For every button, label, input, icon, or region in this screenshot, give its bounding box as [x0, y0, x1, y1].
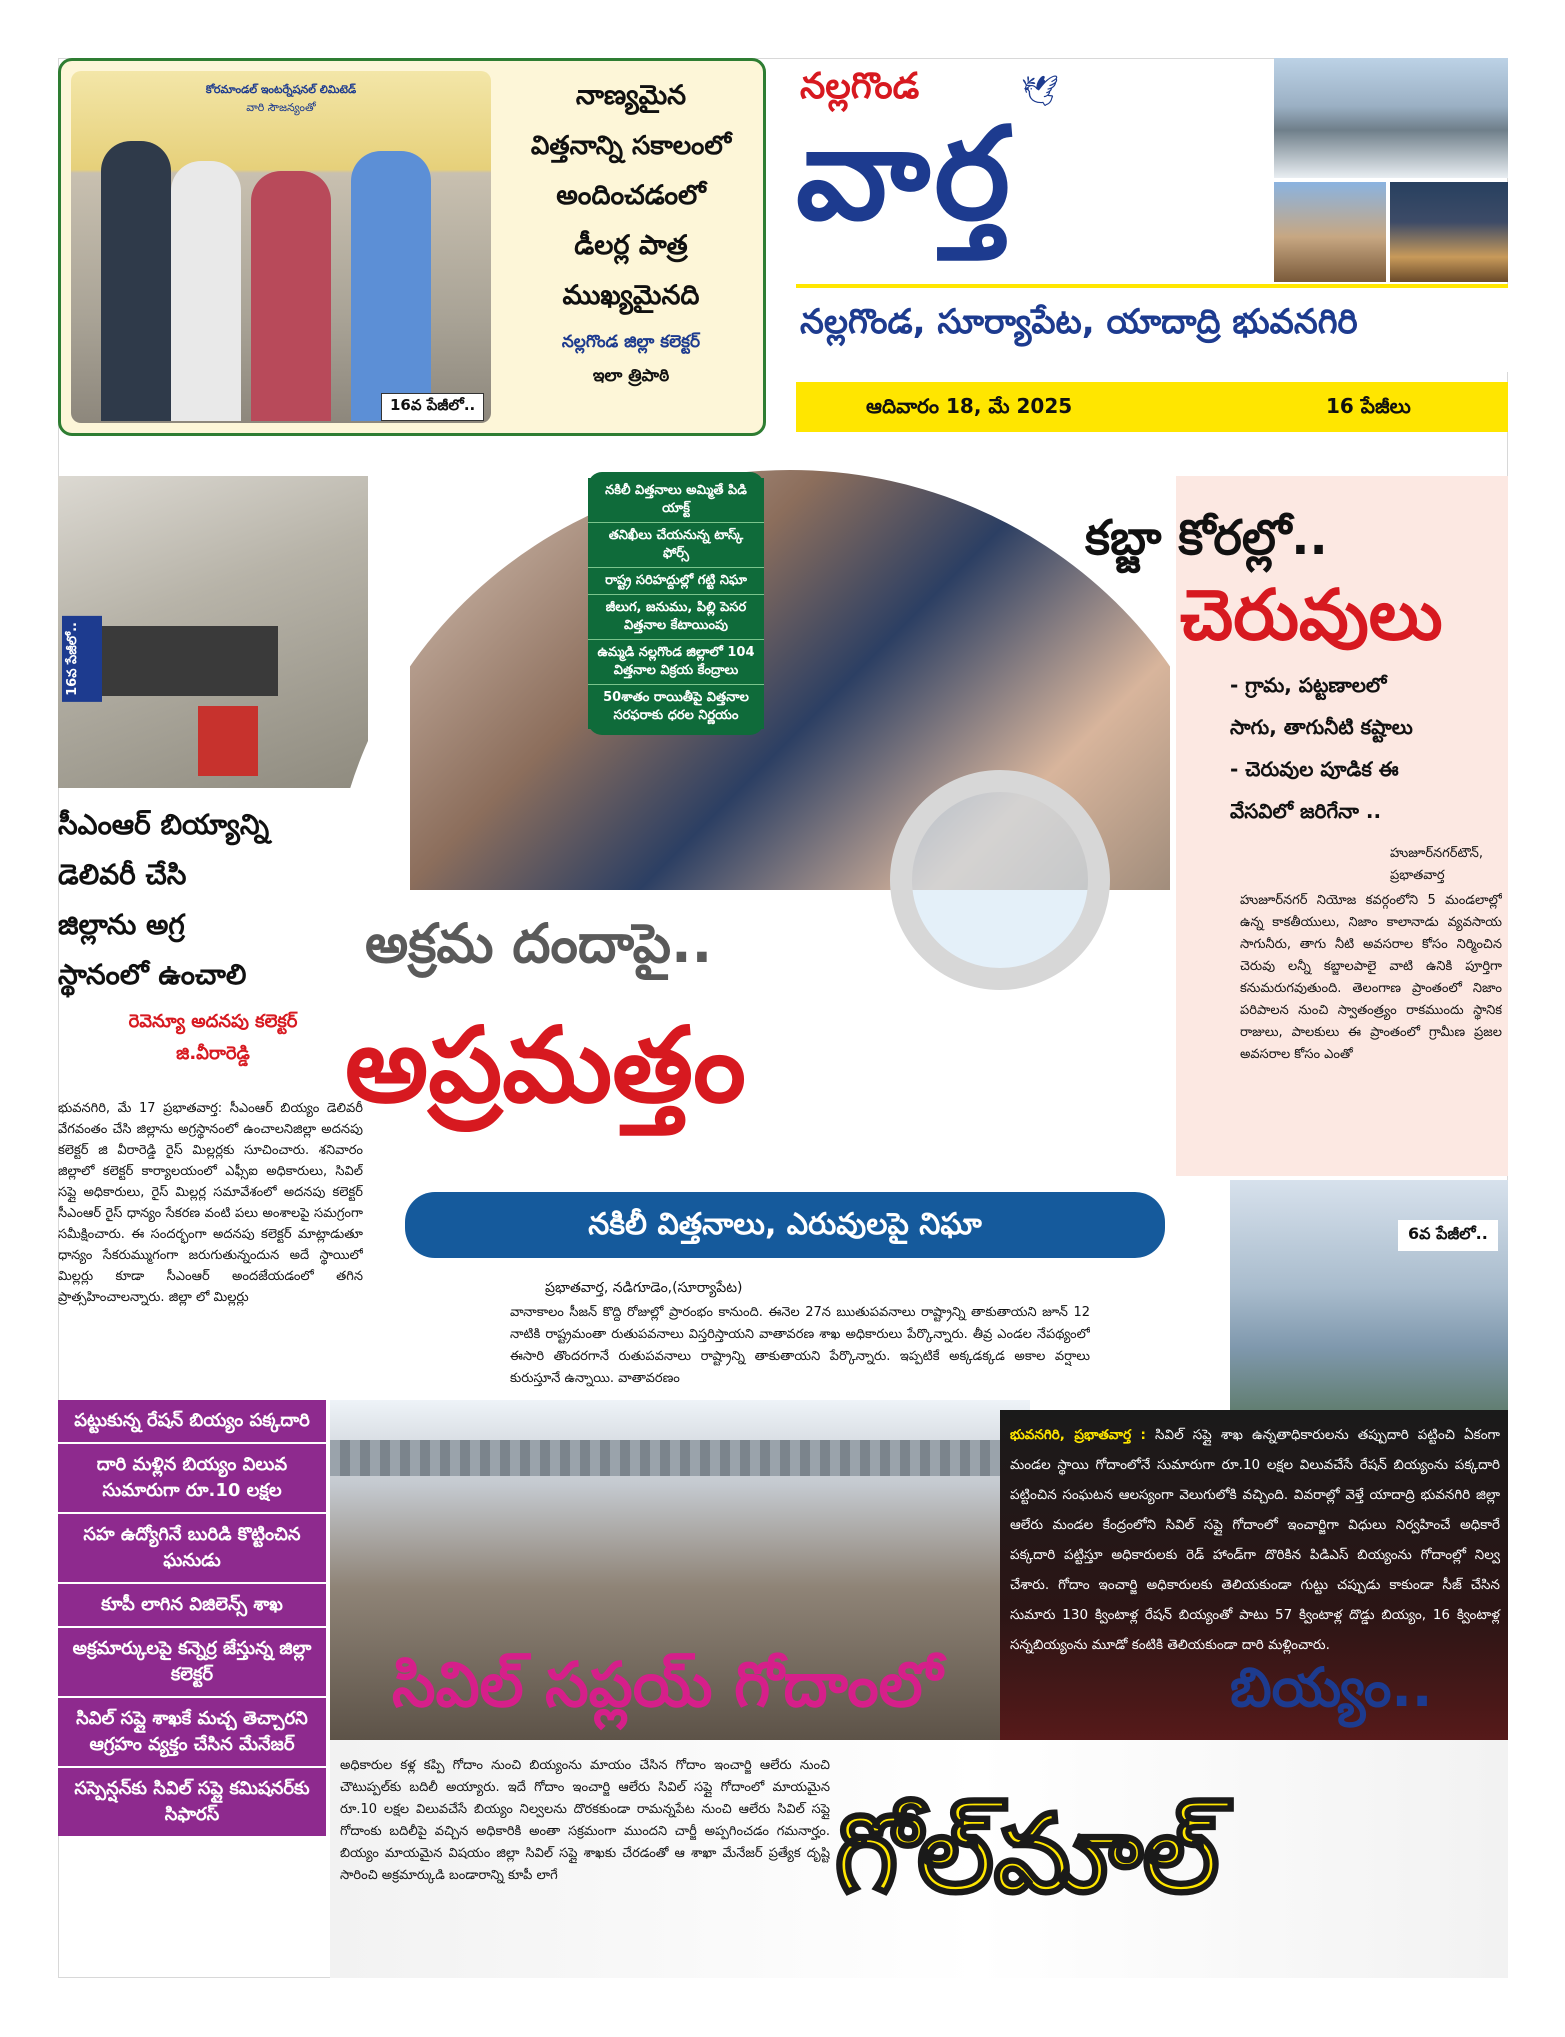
left-headline-line: స్థానంలో ఉంచాలి [58, 958, 247, 991]
ad-headline-line: అందించడంలో [556, 180, 706, 211]
person-2 [171, 161, 241, 421]
center-bullets [588, 472, 764, 735]
masthead-districts: నల్లగొండ, సూర్యాపేట, యాదాద్రి భువనగిరి [800, 302, 1358, 342]
left-headline-line: జిల్లాను అగ్ర [58, 908, 185, 941]
purple-item: కూపీ లాగిన విజిలెన్స్ శాఖ [58, 1584, 326, 1628]
left-byline2: జి.వీరారెడ్డి [176, 1043, 250, 1064]
center-bullet: 50శాతం రాయితీపై విత్తనాల సరఫరాకు ధరల నిర్ణయం [588, 685, 764, 729]
godown-roof [330, 1440, 1030, 1476]
ad-headline [501, 71, 761, 393]
purple-item: సహ ఉద్యోగినే బురిడి కొట్టించిన ఘనుడు [58, 1514, 326, 1584]
ad-page-ref[interactable]: 16వ పేజీలో.. [381, 393, 484, 421]
lake-photo [1230, 1180, 1508, 1420]
center-bullet: ఉమ్మడి నల్లగొండ జిల్లాలో 104 విత్తనాల విక్రయ కేంద్రాలు [588, 640, 764, 685]
ad-headline-line: ముఖ్యమైనది [562, 280, 700, 311]
bottom-story-text [1010, 1420, 1500, 1660]
ad-byline1: నల్లగొండ జిల్లా కలెక్టర్ [561, 332, 701, 352]
ad-banner-line1: కోరమాండల్ ఇంటర్నేషనల్ లిమిటెడ్ [205, 83, 357, 96]
bottom-left-box [58, 1400, 326, 1836]
left-story-headline [58, 800, 368, 1070]
right-headline: చెరువులు [1180, 574, 1443, 656]
left-headline-line: సీఎంఆర్ బియ్యాన్ని [58, 808, 270, 841]
center-story-body: వానాకాలం సీజన్ కొద్ది రోజుల్లో ప్రారంభం కానుంది. ఈనెల 27న ఋతుపవనాలు రాష్ట్రాన్ని తాకుతాయని జూన్ 12 నాటికి రాష్ట్రమంతా రుతుపవనాలు విస్తరిస్తాయని వాతావరణ శాఖ అధికారులు పేర్కొన్నారు. తీవ్ర ఎండల నేపథ్యంలో ఈసారి తొందరగానే రుతుపవనాలు రాష్ట్రాన్ని తాకుతాయని పేర్కొన్నారు. ఇప్పటికే అక్కడక్కడ అకాల వర్షాలు కురుస్తూనే ఉన్నాయి. వాతావరణం [510, 1305, 1090, 1386]
purple-item: సస్పెన్షన్‌కు సివిల్ సప్లై కమిషనర్‌కు సిఫారస్ [74, 1778, 310, 1825]
person-1 [101, 141, 171, 421]
right-point: సాగు, తాగునీటి కష్టాలు [1230, 715, 1413, 739]
right-kicker: కబ్జా కోరల్లో.. [1085, 510, 1328, 566]
date-band [796, 382, 1508, 432]
masthead-prefix: నల్లగొండ [800, 66, 920, 107]
masthead-title: వార్త [796, 100, 1015, 249]
temple-photo-2 [1390, 182, 1508, 282]
right-point: - చెరువుల పూడిక ఈ [1230, 757, 1399, 781]
center-bullet: రాష్ట్ర సరిహద్దుల్లో గట్టి నిఘా [588, 568, 764, 595]
masthead-pages: 16 పేజీలు [1326, 394, 1411, 418]
bottom-headline-1b: బియ్యం.. [1230, 1656, 1433, 1719]
purple-item: అక్రమార్కులపై కన్నెర్ర జేస్తున్న జిల్లా కలెక్టర్ [58, 1628, 326, 1698]
bird-icon: 🕊 [1021, 74, 1060, 109]
center-subhead: నకిలీ విత్తనాలు, ఎరువులపై నిఘా [405, 1192, 1165, 1258]
left-byline1: రెవెన్యూ అదనపు కలెక్టర్ [128, 1011, 298, 1032]
right-dateline1: హుజూర్‌నగర్‌టౌన్, [1390, 846, 1484, 861]
bottom-headline-1a: సివిల్ సప్లయ్ గోదాంలో [392, 1648, 943, 1721]
desk [78, 626, 278, 696]
top-left-ad [58, 58, 766, 436]
temple-photo-1 [1274, 182, 1386, 282]
right-dateline2: ప్రభాతవార్త [1390, 868, 1445, 883]
center-bullet: తనిఖీలు చేయనున్న టాస్క్ ఫోర్స్ [588, 523, 764, 568]
right-points [1230, 664, 1500, 832]
person-3 [251, 171, 331, 421]
left-side-ref[interactable]: 16వ పేజీలో.. [62, 616, 102, 702]
bottom-dark-body: సివిల్ సప్లై శాఖ ఉన్నతాధికారులను తప్పుదారి పట్టించి ఏకంగా మండల స్థాయి గోదాంలోనే సుమారుగా రూ.10 లక్షల విలువచేసే రేషన్ బియ్యంను పక్కదారి పట్టించిన సంఘటన ఆలస్యంగా వెలుగులోకి వచ్చింది. వివరాల్లో వెళ్తే యాదాద్రి భువనగిరి జిల్లా ఆలేరు మండల కేంద్రంలోని సివిల్ సప్లై గోదాంలో ఇంచార్జిగా విధులు నిర్వహించే అధికారే పక్కదారి పట్టిస్తూ అధికారులకు రెడ్ హాండ్‌గా దొరికిన పిడిఎస్ బియ్యంను గోదాంల్లో నిల్వ చేశారు. గోదాం ఇంచార్జి అధికారులకు తెలియకుండా గుట్టు చప్పుడు కాకుండా సీజ్ చేసిన సుమారు 130 క్వింటాళ్ల రేషన్ బియ్యంతో పాటు 57 క్వింటాళ్ల దొడ్డు బియ్యం, 16 క్వింటాళ్ల సన్నబియ్యంను మూడో కంటికి తెలియకుండా దారి మళ్లించారు. [1010, 1427, 1500, 1653]
ad-byline2: ఇలా త్రిపాఠి [592, 366, 670, 386]
bottom-headline-2: గోల్‌మాల్ [835, 1792, 1220, 1917]
bottom-dateline: భువనగిరి, ప్రభాతవార్త : [1010, 1427, 1146, 1443]
center-headline: అప్రమత్తం [345, 1004, 746, 1126]
bottom-story-body: అధికారుల కళ్ల కప్పి గోదాం నుంచి బియ్యంను మాయం చేసిన గోదాం ఇంచార్జి ఆలేరు నుంచి చౌటుప్పల్‌కు బదిలీ అయ్యారు. ఇదే గోదాం ఇంచార్జి ఆలేరు సివిల్ సప్లై గోదాంలో మాయమైన రూ.10 లక్షల విలువచేసే బియ్యం నిల్వలను దొరకకుండా రామన్నపేట నుంచి ఆలేరు సివిల్ సప్లై గోదాంకు బదిలీపై వచ్చిన అధికారికి అంతా సక్రమంగా ముందని చార్జీ అప్పగించడం గమనార్హం. బియ్యం మాయమైన విషయం జిల్లా సివిల్ సప్లై శాఖకు చేరడంతో ఆ శాఖా మేనేజర్ ప్రత్యేక దృష్టి సారించి అక్రమార్కుడి బండారాన్ని కూపీ లాగే [340, 1758, 830, 1883]
masthead [796, 58, 1508, 446]
purple-item: సివిల్ సప్లై శాఖకే మచ్చ తెచ్చారని ఆగ్రహం వ్యక్తం చేసిన మేనేజర్ [58, 1698, 326, 1768]
right-point: వేసవిలో జరిగేనా .. [1230, 799, 1382, 823]
dam-photo [1274, 58, 1508, 178]
left-headline-line: డెలివరీ చేసి [58, 858, 187, 891]
right-page-ref[interactable]: 6వ పేజీలో.. [1398, 1220, 1498, 1251]
left-story-body: భువనగిరి, మే 17 ప్రభాతవార్త: సీఎంఆర్ బియ్యం డెలివరీ వేగవంతం చేసి జిల్లాను అగ్రస్థానంలో ఉంచాలనిజిల్లా అదనపు కలెక్టర్ జి వీరారెడ్డి రైస్ మిల్లర్లకు సూచించారు. శనివారం జిల్లాలో కలెక్టర్ కార్యాలయంలో ఎఫ్సీఐ అధికారులు, సివిల్ సప్లై అధికారులు, రైస్ మిల్లర్ల సమావేశంలో అదనపు కలెక్టర్ సీఎంఆర్ రైస్ ధాన్యం సేకరణ వంటి పలు అంశాలపై సమగ్రంగా సమీక్షించారు. ఈ సందర్భంగా అదనపు కలెక్టర్ మాట్లాడుతూ ధాన్యం సేకరుమ్ముగంగా జరుగుతున్నందున అదే స్థాయిలో మిల్లర్లు కూడా సీఎంఆర్ అందజేయడంలో తగిన ప్రాత్సహించాలన్నారు. జిల్లా లో మిల్లర్లు [58, 1101, 363, 1305]
center-bullet: నకిలీ విత్తనాలు అమ్మితే పిడి యాక్ట్ [588, 478, 764, 523]
left-story-photo [58, 476, 368, 788]
center-bullet: జీలుగ, జనుము, పిల్లి పెసర విత్తనాల కేటాయింపు [588, 595, 764, 640]
purple-item: దారి మళ్లిన బియ్యం విలువ సుమారుగా రూ.10 లక్షల [58, 1444, 326, 1514]
chair-red [198, 706, 258, 776]
ad-photo [71, 71, 491, 423]
magnifier-icon [890, 770, 1110, 990]
ad-headline-line: నాణ్యమైన [575, 80, 687, 111]
right-story-body: హుజూర్‌నగర్ నియోజ కవర్గంలోని 5 మండలాల్లో ఉన్న కాకతీయులు, నిజాం కాలానాడు వ్యవసాయ సాగునీరు, తాగు నీటి అవసరాల కోసం నిర్మించిన చెరువు లన్నీ కబ్జాలపాలై వాటి ఉనికి పూర్తిగా కనుమరుగవుతుంది. తెలంగాణ ప్రాంతంలో నిజాం పరిపాలన నుంచి స్వాతంత్ర్యం రాకముందు స్థానిక రాజులు, పాలకులు ఈ ప్రాంతంలో గ్రామీణ ప్రజల అవసరాల కోసం ఎంతో [1240, 893, 1502, 1062]
ad-headline-line: విత్తనాన్ని సకాలంలో [530, 131, 732, 161]
ad-banner-line2: వారి సౌజన్యంతో [246, 101, 316, 114]
district-band [796, 284, 1508, 372]
person-4 [351, 151, 431, 421]
right-point: - గ్రామ, పట్టణాలలో [1230, 673, 1387, 697]
center-kicker: అక్రమ దందాపై.. [365, 912, 713, 975]
masthead-date: ఆదివారం 18, మే 2025 [866, 394, 1073, 418]
ad-headline-line: డీలర్ల పాత్ర [574, 230, 688, 261]
center-dateline: ప్రభాతవార్త, నడిగూడెం,(సూర్యాపేట) [545, 1280, 743, 1296]
purple-item: పట్టుకున్న రేషన్ బియ్యం పక్కదారి [58, 1400, 326, 1444]
